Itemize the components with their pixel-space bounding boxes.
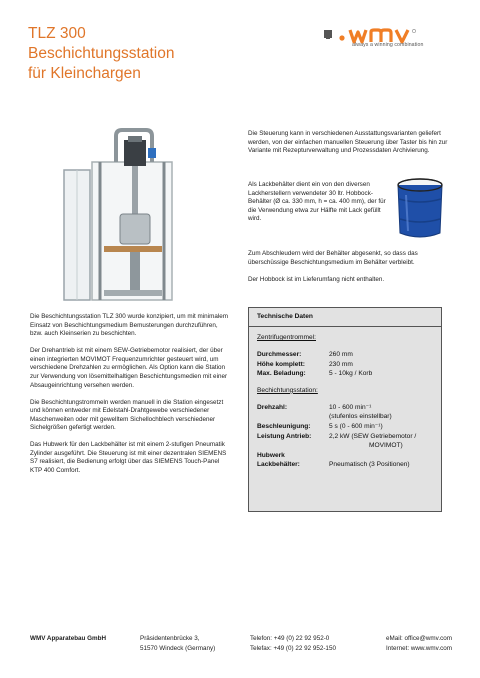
- footer-phone: Telefon: +49 (0) 22 92 952-0: [250, 635, 330, 642]
- title-line-product: Beschichtungsstation: [28, 45, 175, 62]
- title-line-subtitle: für Kleinchargen: [28, 65, 141, 82]
- logo-tagline: always a winning combination: [352, 42, 424, 48]
- paragraph-spin: Zum Abschleudern wird der Behälter abgesenkt, so dass das überschüssige Beschichtungsmedium im Behälter verbleibt.: [248, 250, 418, 266]
- paragraph-scope: Der Hobbock ist im Lieferumfang nicht enthalten.: [248, 275, 385, 283]
- paragraph-container-text: Als Lackbehälter dient ein von den diversen Lackherstellern verwendeter 30 ltr. Hobbock-Behälter (Ø ca. 330 mm, h = ca. 400 mm), der für die Verwendung etwa zur Hälfte mit Lack gefüllt wird.: [248, 181, 386, 223]
- coating-station-photo: [60, 122, 190, 302]
- spec-row: Leistung Antrieb: 2,2 kW (SEW Getriebemotor /: [257, 432, 417, 440]
- paragraph-drive: Der Drehantrieb ist mit einem SEW-Getriebemotor realisiert, der über einen integrierten MOVIMOT Frequenzumrichter gesteuert wird, um verschiedene Drehzahlen zu ermöglichen. Als Option kann die Station zur Verwendung von lösemittelhaltigen Beschichtungsmedien mit einer Absaugeinrichtung versehen werden.: [30, 347, 228, 389]
- paragraph-drums: Die Beschichtungstrommeln werden manuell in die Station eingesetzt und können entweder mit Edelstahl-Drahtgewebe verschiedener Maschenweiten oder mit gewelltem Sichellochblech verschiedener Sichelgrößen gefertigt werden.: [30, 398, 224, 432]
- spec-row: MOVIMOT): [369, 442, 403, 450]
- paragraph-intro: Die Beschichtungsstation TLZ 300 wurde konzipiert, um mit minimalem Einsatz von Beschichtungsmedium Bemusterungen durchzuführen, bzw. auch Kleinserien zu beschichten.: [30, 313, 228, 338]
- spec-row: Lackbehälter: Pneumatisch (3 Positionen): [257, 461, 410, 469]
- page-title: [28, 24, 258, 84]
- paragraph-control-text: Die Steuerung kann in verschiedenen Ausstattungsvarianten geliefert werden, von der einfachen manuellen Steuerung über Taster bis hin zur Variante mit Rezepturverwaltung und Prozessdaten Archivierung.: [248, 130, 448, 155]
- footer-address: [140, 634, 215, 653]
- paragraph-container: [248, 181, 386, 232]
- spec-row: Durchmesser: 260 mm: [257, 351, 353, 358]
- spec-row: (stufenlos einstellbar): [329, 413, 392, 421]
- spec-row: Höhe komplett: 230 mm: [257, 360, 353, 368]
- paragraph-control: [248, 130, 456, 164]
- technical-data-header: Technische Daten: [257, 313, 313, 320]
- footer-phone-fax: [250, 634, 336, 653]
- footer-company: WMV Apparatebau GmbH: [30, 635, 107, 642]
- spec-row: Beschleunigung: 5 s (0 - 600 min⁻¹): [257, 422, 383, 430]
- hobbock-drum-image: [390, 175, 450, 241]
- technical-data-box: [248, 307, 442, 512]
- spec-row: Max. Beladung: 5 - 10kg / Korb: [257, 370, 373, 378]
- footer-fax: Telefax: +49 (0) 22 92 952-150: [250, 644, 336, 652]
- spec-row: Drehzahl: 10 - 600 min⁻¹: [257, 403, 372, 411]
- footer-contact: [370, 634, 452, 653]
- footer-internet: Internet: www.wmv.com: [385, 644, 452, 652]
- wmv-logo: [318, 22, 450, 56]
- title-line-model: TLZ 300: [28, 25, 86, 42]
- right-bottom-text: [248, 250, 456, 293]
- footer-street: Präsidentenbrücke 3,: [140, 635, 200, 642]
- paragraph-lift: Das Hubwerk für den Lackbehälter ist mit einem 2-stufigen Pneumatik Zylinder ausgeführt. Die Steuerung ist mit einer dezentralen SIEMENS S7 realisiert, die Bedienung erfolgt über das SIEMENS Touch-Panel KTP 400 Comfort.: [30, 441, 227, 475]
- spec-row: Hubwerk: [257, 451, 285, 459]
- section-centrifuge-drum: Zentrifugentrommel:: [257, 334, 316, 341]
- section-coating-station: Bechichtungsstation:: [257, 386, 318, 394]
- left-column-text: [30, 313, 230, 484]
- footer-email: eMail: office@wmv.com: [386, 635, 452, 642]
- footer-city: 51570 Windeck (Germany): [140, 644, 216, 652]
